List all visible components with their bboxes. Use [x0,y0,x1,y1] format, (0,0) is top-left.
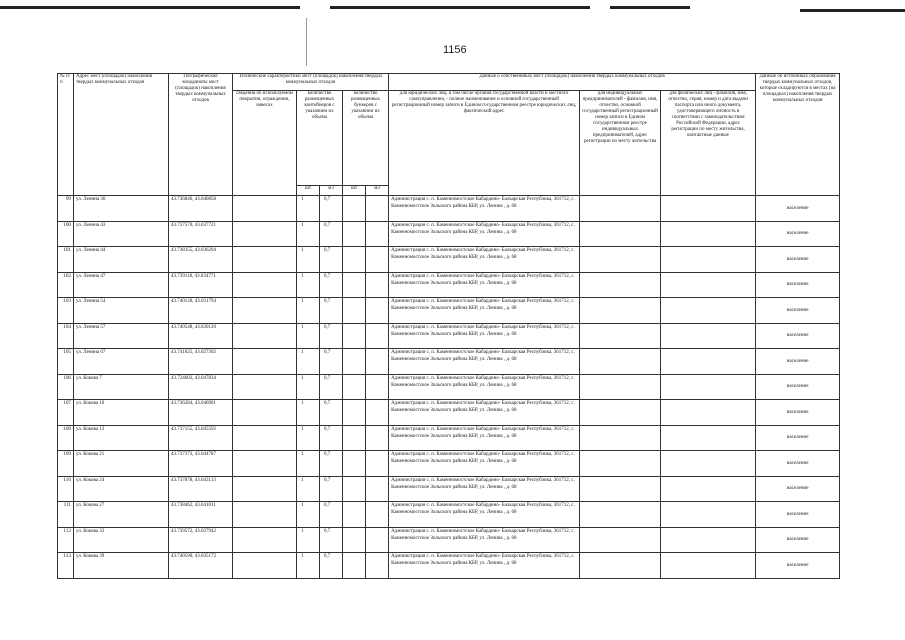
row-source: население [756,553,840,579]
row-bunker-count [343,502,366,528]
row-bunker-count [343,272,366,298]
row-number: 101 [58,247,74,273]
row-cover [233,374,297,400]
row-owner-ip [580,247,661,273]
row-container-volume: 0,7 [320,298,343,324]
row-address: ул. Ленина 43 [74,221,169,247]
row-container-count: 1 [297,502,320,528]
row-container-count: 1 [297,400,320,426]
row-bunker-count [343,451,366,477]
row-container-volume: 0,7 [320,196,343,222]
row-container-volume: 0,7 [320,221,343,247]
row-source: население [756,349,840,375]
row-owner-legal: Администрация с. п. Каменномостское Кабардино- Балкарская Республика, 361712, с. Каменномостское Зольского района КБР, ул. Ленина , д. 68 [389,425,580,451]
header-owner-person: для физических лиц - фамилия, имя, отчество, серия, номер и дата выдачи паспорта или иного документа, удостоверяющего личность в соответствии с законодательством Российской Федерации, адрес регистрации по месту жительства, контактные данные [661,91,756,196]
scan-top-line-4 [800,9,905,12]
row-owner-legal: Администрация с. п. Каменномостское Кабардино- Балкарская Республика, 361712, с. Каменномостское Зольского района КБР, ул. Ленина , д. 68 [389,553,580,579]
row-address: ул. Ленина 67 [74,349,169,375]
table-row [58,425,840,451]
header-address: Адрес мест (площадок) накопления твердых коммунальных отходов [74,74,169,196]
row-coords: 43.737570, 43.037721 [169,221,233,247]
row-address: ул. Кокова 33 [74,527,169,553]
row-owner-ip [580,323,661,349]
row-coords: 43.737373, 43.044787 [169,451,233,477]
row-cover [233,527,297,553]
row-coords: 43.738462, 43.041011 [169,502,233,528]
row-source: население [756,476,840,502]
row-number: 100 [58,221,74,247]
row-cover [233,425,297,451]
row-container-count: 1 [297,323,320,349]
row-owner-person [661,323,756,349]
table-row [58,221,840,247]
row-owner-legal: Администрация с. п. Каменномостское Кабардино- Балкарская Республика, 361712, с. Каменномостское Зольского района КБР, ул. Ленина , д. 68 [389,476,580,502]
row-bunker-count [343,298,366,324]
scan-vertical-mark [306,18,307,66]
table-row [58,451,840,477]
row-owner-legal: Администрация с. п. Каменномостское Кабардино- Балкарская Республика, 361712, с. Каменномостское Зольского района КБР, ул. Ленина , д. 68 [389,527,580,553]
row-owner-person [661,374,756,400]
row-owner-legal: Администрация с. п. Каменномостское Кабардино- Балкарская Республика, 361712, с. Каменномостское Зольского района КБР, ул. Ленина , д. 68 [389,298,580,324]
row-source: население [756,374,840,400]
row-number: 113 [58,553,74,579]
row-container-volume: 0,7 [320,476,343,502]
row-source: население [756,451,840,477]
row-owner-ip [580,451,661,477]
row-number: 109 [58,451,74,477]
row-container-volume: 0,7 [320,400,343,426]
row-owner-person [661,476,756,502]
row-container-count: 1 [297,196,320,222]
register-table [57,73,840,579]
row-cover [233,196,297,222]
row-address: ул. Ленина 47 [74,272,169,298]
row-owner-ip [580,502,661,528]
row-bunker-volume [366,476,389,502]
row-owner-legal: Администрация с. п. Каменномостское Кабардино- Балкарская Республика, 361712, с. Каменномостское Зольского района КБР, ул. Ленина , д. 68 [389,451,580,477]
header-source: Данные об источниках образования твердых коммунальных отходов, которые складируются в местах (на площадках) накопления твердых коммунальных отходов [756,74,840,196]
row-bunker-volume [366,425,389,451]
row-container-volume: 0,7 [320,451,343,477]
row-address: ул. Кокова 24 [74,476,169,502]
table-row [58,553,840,579]
table-row [58,196,840,222]
row-number: 110 [58,476,74,502]
table-row [58,476,840,502]
row-container-volume: 0,7 [320,374,343,400]
row-owner-person [661,502,756,528]
row-cover [233,553,297,579]
row-bunker-volume [366,221,389,247]
row-owner-person [661,247,756,273]
row-coords: 43.736284, 43.046901 [169,400,233,426]
row-owner-ip [580,374,661,400]
row-owner-legal: Администрация с. п. Каменномостское Кабардино- Балкарская Республика, 361712, с. Каменномостское Зольского района КБР, ул. Ленина , д. 68 [389,221,580,247]
row-bunker-volume [366,272,389,298]
row-coords: 43.740590, 43.035172 [169,553,233,579]
row-owner-ip [580,221,661,247]
row-owner-legal: Администрация с. п. Каменномостское Кабардино- Балкарская Республика, 361712, с. Каменномостское Зольского района КБР, ул. Ленина , д. 68 [389,502,580,528]
row-coords: 43.737878, 43.043113 [169,476,233,502]
row-number: 102 [58,272,74,298]
row-coords: 43.737155, 43.045592 [169,425,233,451]
scan-top-line-1 [0,6,300,9]
row-cover [233,247,297,273]
scan-top-line-3 [610,6,690,9]
row-container-count: 1 [297,476,320,502]
row-cover [233,298,297,324]
row-bunker-volume [366,247,389,273]
row-number: 99 [58,196,74,222]
header-unit-m3: м3 [320,186,343,196]
row-coords: 43.741025, 43.027302 [169,349,233,375]
row-coords: 43.740548, 43.030120 [169,323,233,349]
row-coords: 43.739118, 43.034771 [169,272,233,298]
row-container-volume: 0,7 [320,247,343,273]
row-address: ул. Ленина 44 [74,247,169,273]
header-unit-sht-2: шт [343,186,366,196]
row-bunker-count [343,527,366,553]
row-owner-person [661,221,756,247]
row-number: 107 [58,400,74,426]
row-owner-person [661,298,756,324]
row-owner-ip [580,196,661,222]
row-number: 106 [58,374,74,400]
table-row [58,527,840,553]
table-row [58,374,840,400]
row-bunker-count [343,476,366,502]
row-coords: 43.736846, 43.040858 [169,196,233,222]
table-row [58,502,840,528]
row-bunker-volume [366,400,389,426]
row-cover [233,349,297,375]
row-owner-person [661,272,756,298]
header-unit-m3-2: м3 [366,186,389,196]
row-source: население [756,247,840,273]
row-container-volume: 0,7 [320,425,343,451]
table-row [58,298,840,324]
row-owner-ip [580,425,661,451]
row-bunker-count [343,323,366,349]
row-container-count: 1 [297,221,320,247]
row-owner-person [661,400,756,426]
header-tech: Технические характеристики мест (площадок) накопления твердых коммунальных отходов [233,74,389,91]
row-owner-ip [580,527,661,553]
row-bunker-count [343,425,366,451]
row-cover [233,272,297,298]
row-number: 108 [58,425,74,451]
row-owner-person [661,527,756,553]
row-container-volume: 0,7 [320,502,343,528]
header-owner-ip: для индивидуальных предпринимателей - фамилия, имя, отчество, основной государственный регистрационный номер записи в Едином государственном реестре индивидуальных предпринимателей, адрес регистрации по месту жительства [580,91,661,196]
row-coords: 43.739572, 43.037942 [169,527,233,553]
row-cover [233,476,297,502]
row-container-count: 1 [297,553,320,579]
header-unit-sht: шт [297,186,320,196]
row-address: ул. Ленина 57 [74,323,169,349]
row-number: 105 [58,349,74,375]
row-cover [233,451,297,477]
row-bunker-volume [366,196,389,222]
row-owner-ip [580,298,661,324]
row-source: население [756,425,840,451]
row-owner-legal: Администрация с. п. Каменномостское Кабардино- Балкарская Республика, 361712, с. Каменномостское Зольского района КБР, ул. Ленина , д. 68 [389,400,580,426]
row-bunker-volume [366,502,389,528]
row-coords: 43.734603, 43.047834 [169,374,233,400]
row-address: ул. Ленина 54 [74,298,169,324]
row-address: ул. Кокова 27 [74,502,169,528]
row-source: население [756,502,840,528]
row-owner-ip [580,349,661,375]
row-source: население [756,527,840,553]
scan-top-line-2 [330,6,590,9]
row-container-volume: 0,7 [320,272,343,298]
row-number: 103 [58,298,74,324]
row-bunker-count [343,247,366,273]
row-source: население [756,298,840,324]
row-bunker-count [343,196,366,222]
row-container-volume: 0,7 [320,527,343,553]
row-owner-person [661,553,756,579]
header-tech-containers: количество размещенных контейнеров с указанием их объема [297,91,343,186]
row-number: 104 [58,323,74,349]
row-address: ул. Кокова 13 [74,425,169,451]
row-bunker-count [343,400,366,426]
table-row [58,400,840,426]
row-source: население [756,196,840,222]
row-bunker-count [343,553,366,579]
row-container-volume: 0,7 [320,553,343,579]
row-container-count: 1 [297,298,320,324]
row-container-count: 1 [297,374,320,400]
header-coords: Географические координаты мест (площадок) накопления твердых коммунальных отходов [169,74,233,196]
table-row [58,323,840,349]
header-tech-cover: сведения об используемом покрытии, ограждении, навесах [233,91,297,196]
header-owner: Данные о собственниках мест (площадок) накопления твердых коммунальных отходов [389,74,756,91]
row-coords: 43.740130, 43.031794 [169,298,233,324]
page-number: 1156 [443,44,467,56]
row-bunker-volume [366,451,389,477]
row-cover [233,400,297,426]
table-row [58,349,840,375]
row-bunker-volume [366,374,389,400]
row-bunker-count [343,374,366,400]
row-bunker-volume [366,553,389,579]
row-owner-legal: Администрация с. п. Каменномостское Кабардино- Балкарская Республика, 361712, с. Каменномостское Зольского района КБР, ул. Ленина , д. 68 [389,323,580,349]
row-source: население [756,323,840,349]
row-bunker-count [343,349,366,375]
row-owner-person [661,451,756,477]
table-row [58,272,840,298]
row-owner-legal: Администрация с. п. Каменномостское Кабардино- Балкарская Республика, 361712, с. Каменномостское Зольского района КБР, ул. Ленина , д. 68 [389,196,580,222]
row-owner-legal: Администрация с. п. Каменномостское Кабардино- Балкарская Республика, 361712, с. Каменномостское Зольского района КБР, ул. Ленина , д. 68 [389,349,580,375]
row-container-volume: 0,7 [320,323,343,349]
row-bunker-volume [366,349,389,375]
table-row [58,247,840,273]
register-rows [58,196,840,579]
header-tech-bunkers: количество размещенных бункеров с указанием их объема [343,91,389,186]
row-source: население [756,272,840,298]
row-container-count: 1 [297,349,320,375]
header-num: № п/п [58,74,74,196]
row-number: 111 [58,502,74,528]
row-container-count: 1 [297,527,320,553]
row-cover [233,221,297,247]
row-cover [233,323,297,349]
row-bunker-volume [366,298,389,324]
row-owner-person [661,349,756,375]
row-bunker-volume [366,527,389,553]
row-address: ул. Кокова 7 [74,374,169,400]
row-container-volume: 0,7 [320,349,343,375]
row-owner-ip [580,553,661,579]
row-source: население [756,221,840,247]
row-bunker-count [343,221,366,247]
row-number: 112 [58,527,74,553]
row-address: ул. Кокова 21 [74,451,169,477]
row-owner-person [661,196,756,222]
row-cover [233,502,297,528]
row-address: ул. Кокова 10 [74,400,169,426]
row-container-count: 1 [297,451,320,477]
row-container-count: 1 [297,247,320,273]
row-address: ул. Кокова 39 [74,553,169,579]
row-container-count: 1 [297,272,320,298]
row-owner-ip [580,476,661,502]
row-source: население [756,400,840,426]
row-owner-legal: Администрация с. п. Каменномостское Кабардино- Балкарская Республика, 361712, с. Каменномостское Зольского района КБР, ул. Ленина , д. 68 [389,247,580,273]
row-owner-ip [580,400,661,426]
row-address: ул. Ленина 30 [74,196,169,222]
row-owner-ip [580,272,661,298]
row-bunker-volume [366,323,389,349]
header-owner-legal: для юридических лиц, в том числе органов государственной власти и местного самоуправления, - полное наименование и основной государственный регистрационный номер записи в Едином государственном реестре юридических лиц, фактический адрес [389,91,580,196]
row-owner-legal: Администрация с. п. Каменномостское Кабардино- Балкарская Республика, 361712, с. Каменномостское Зольского района КБР, ул. Ленина , д. 68 [389,374,580,400]
row-owner-legal: Администрация с. п. Каменномостское Кабардино- Балкарская Республика, 361712, с. Каменномостское Зольского района КБР, ул. Ленина , д. 68 [389,272,580,298]
row-coords: 43.738355, 43.036294 [169,247,233,273]
row-container-count: 1 [297,425,320,451]
row-owner-person [661,425,756,451]
